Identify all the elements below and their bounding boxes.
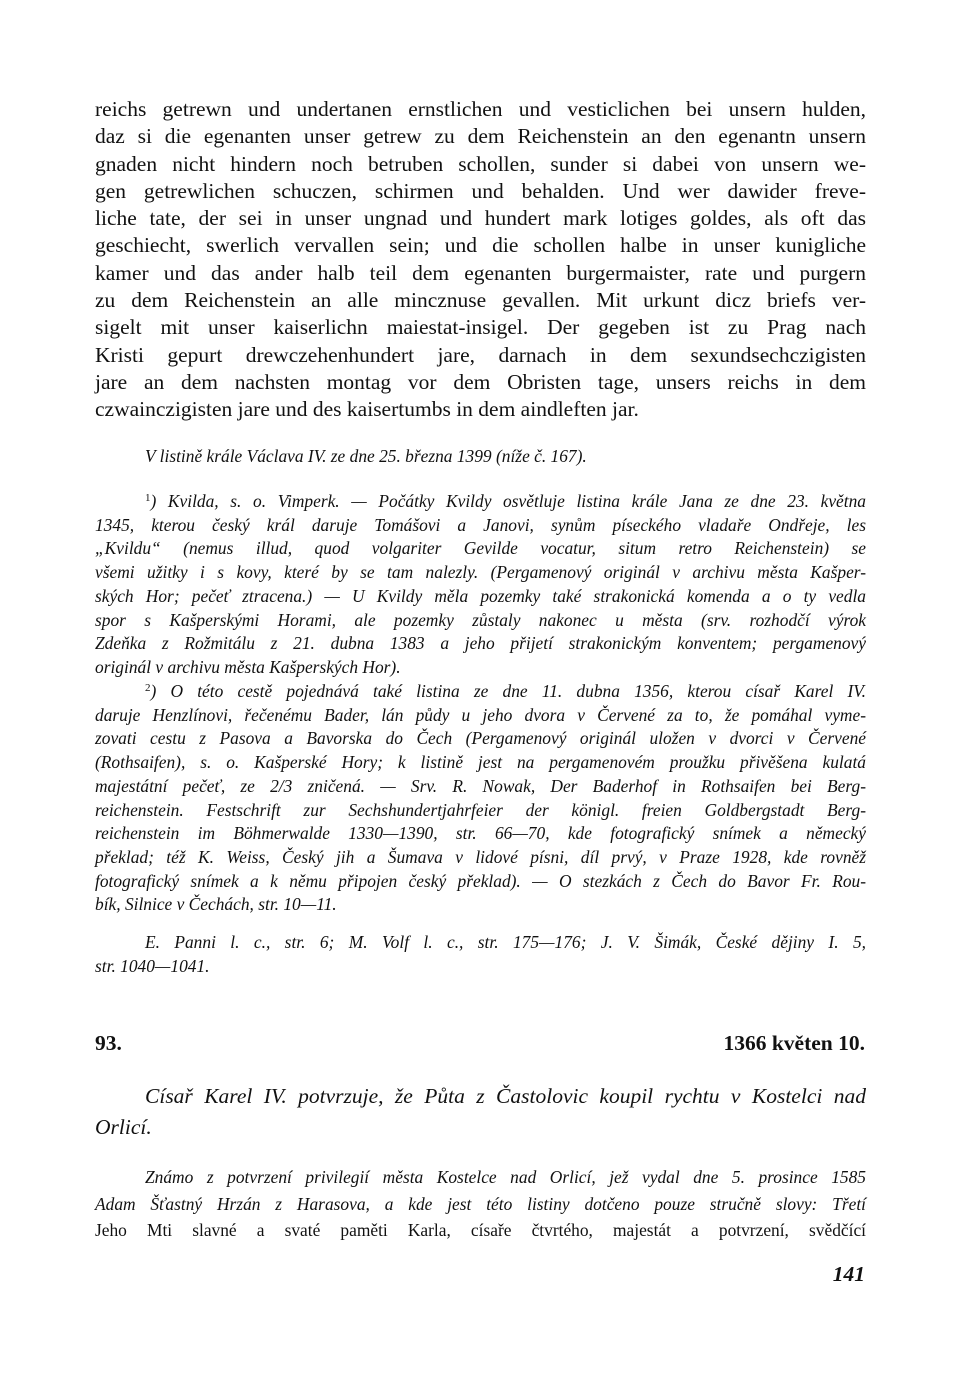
footnote-line: $^1$) Kvilda, s. o. Vimperk. — Počátky Kvildy osvětluje listina krále Jana ze dne 23. května (145, 491, 866, 511)
text-line: reichs getrewn und undertanen ernstlichen und vesticlichen bei unsern hulden, (95, 97, 866, 121)
intro-note (95, 1164, 866, 1244)
footnote-line: originál v archivu města Kašperských Hor). (95, 656, 401, 677)
footnote-2 (95, 680, 866, 917)
footnote-line: bík, Silnice v Čechách, str. 10—11. (95, 894, 337, 915)
footnote-1 (95, 490, 866, 680)
text-line: czwainczigisten jare und des kaisertumbs in dem aindleften jar. (95, 397, 639, 422)
literature-references (95, 931, 866, 978)
footnote-line: reichenstein. Festschrift zur Sechshundertjahrfeier der königl. freien Goldbergstadt Berg- (95, 799, 866, 820)
footnote-mark: 2 (145, 682, 151, 694)
intro-line: Adam Šťastný Hrzán z Harasova, a kde jest této listiny dotčeno pouze stručně slovy: Třetí (95, 1193, 866, 1214)
footnote-line: daruje Henzlínovi, řečenému Bader, lán půdy u jeho dvora v Červené za to, že pomáhal vyme- (95, 704, 866, 725)
text-line: kamer und das ander halb teil dem egenanten burgermaister, rate und purgern (95, 260, 866, 285)
footnote-line: ských Hor; pečeť ztracena.) — U Kvildy měla pozemky také strakonická komenda a o ty vedla (95, 585, 866, 606)
text-line: gen getrewlichen schuczen, schirmen und behalden. Und wer dawider freve- (95, 178, 866, 203)
text-line: geschiecht, swerlich vervallen sein; und die schollen halbe in unser kunigliche (95, 233, 866, 258)
text-line: jare an dem nachsten montag vor dem Obristen tage, unsers reichs in dem (95, 369, 866, 394)
entry-date: 1366 květen 10. (723, 1031, 865, 1055)
text-line: sigelt mit unser kaiserlichn maiestat-insigel. Der gegeben ist zu Prag nach (95, 315, 866, 340)
intro-line: Známo z potvrzení privilegií města Kostelce nad Orlicí, jež vydal dne 5. prosince 1585 (145, 1167, 866, 1187)
text-line: gnaden nicht hindern noch betruben schollen, sunder si dabei von unsern we- (95, 151, 866, 176)
footnote-line: Zdeňka z Rožmitálu z 21. dubna 1383 a jeho přijetí strakonickým konventem; pergamenový (95, 633, 866, 654)
footnote-line: reichenstein im Böhmerwalde 1330—1390, str. 66—70, kde fotografický snímek a německý (95, 823, 866, 844)
source-note: V listině krále Václava IV. ze dne 25. března 1399 (níže č. 167). (145, 446, 587, 466)
page-number: 141 (832, 1262, 865, 1286)
literature-line: str. 1040—1041. (95, 955, 210, 976)
footnote-line: majestátní pečeť, ze 2/3 zničená. — Srv. R. Nowak, Der Baderhof in Rothsaifen bei Berg- (95, 775, 866, 796)
footnote-line: „Kvildu“ (nemus illud, quod volgariter Gevilde vocatur, situm retro Reichenstein) se (95, 538, 866, 559)
intro-line: Jeho Mti slavné a svaté paměti Karla, císaře čtvrtého, majestát a potvrzení, svědčící (95, 1220, 866, 1240)
footnote-line: zovati cestu z Pasova a Bavorska do Čech (Pergamenový originál uložen v dvorci v Červené (95, 728, 866, 749)
footnote-line: 1345, kterou český král daruje Tomášovi a Janovi, synům píseckého vladaře Ondřeje, les (95, 514, 866, 535)
footnote-line: spor s Kašperskými Horami, ale pozemky zůstaly nakonec u města (srv. rozhodčí výrok (95, 609, 866, 630)
text-line: Kristi gepurt drewczehenhundert jare, darnach in dem sexundsechczigisten (95, 342, 866, 367)
footnote-line: (Rothsaifen), s. o. Kašperské Hory; k listině jest na pergamenovém proužku přivěšena kulatá (95, 752, 866, 773)
footnote-mark: 1 (145, 492, 151, 504)
text-line: daz si die egenanten unser getrew zu dem Reichenstein an den egenantn unsern (95, 124, 866, 149)
text-line: zu dem Reichenstein an alle mincznuse gevallen. Mit urkunt dicz briefs ver- (95, 288, 866, 313)
regest-line: Císař Karel IV. potvrzuje, že Půta z Častolovic koupil rychtu v Kostelci nad (145, 1084, 866, 1108)
regest (95, 1081, 866, 1143)
footnote-line: fotografický snímek a k němu připojen český překlad). — O stezkách z Čech do Bavor Fr. Rou- (95, 870, 866, 891)
text-line: liche tate, der sei in unser ungnad und hundert mark lotiges goldes, als oft das (95, 206, 866, 231)
main-text-block (95, 96, 866, 424)
entry-number: 93. (95, 1031, 122, 1055)
regest-line: Orlicí. (95, 1115, 152, 1139)
literature-line: E. Panni l. c., str. 6; M. Volf l. c., str. 175—176; J. V. Šimák, České dějiny I. 5, (145, 932, 866, 952)
footnote-line: překlad; též K. Weiss, Český jih a Šumava v lidové písni, díl prvý, v Praze 1928, kde rovněž (95, 846, 866, 867)
footnote-line: $^2$) O této cestě pojednává také listina ze dne 11. dubna 1356, kterou císař Karel IV. (145, 681, 866, 701)
footnote-line: všemi užitky i s kovy, které by se tam nalezly. (Pergamenový originál v archivu města Kašper- (95, 562, 866, 583)
